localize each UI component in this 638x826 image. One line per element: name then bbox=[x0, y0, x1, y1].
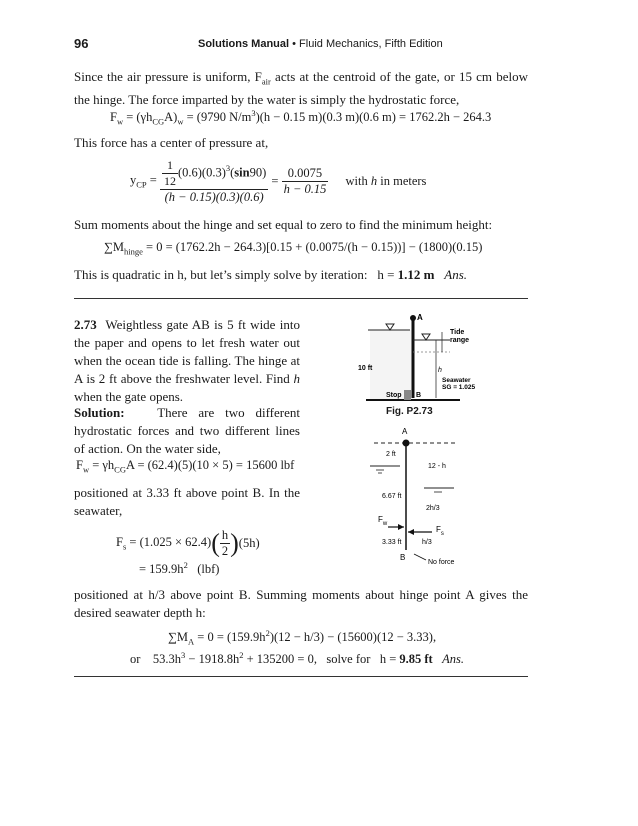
label-h: h bbox=[438, 367, 442, 374]
fw-position-text: positioned at 3.33 ft above point B. In the seawater, bbox=[74, 485, 300, 518]
problem-statement: 2.73 Weightless gate AB is 5 ft wide into the paper and opens to let fresh water out when the ocean tide is falling. The hinge at A is 2 ft above the freshwater level. Find h when the gate opens. bbox=[74, 317, 301, 404]
section-divider-bottom bbox=[74, 676, 528, 677]
cp-intro-text: This force has a center of pressure at, bbox=[74, 135, 269, 150]
fbd-label-2ft: 2 ft bbox=[386, 451, 396, 458]
label-seawater: Seawater bbox=[442, 377, 471, 384]
intro-paragraph: Since the air pressure is uniform, $F_{air}$ acts at the centroid of the gate, or 15 cm below the hinge. The force imparted by the water is simply the hydrostatic force, bbox=[74, 69, 528, 107]
equation-fw: $F_w = \gamma h_{CG}A = (62.4)(5)(10 \times 5) = 15600$ lbf bbox=[76, 458, 295, 475]
figure-caption: Fig. P2.73 bbox=[386, 406, 433, 417]
label-sg: SG = 1.025 bbox=[442, 384, 476, 391]
label-tide: Tide bbox=[450, 329, 465, 336]
fbd-label-333: 3.33 ft bbox=[382, 539, 402, 546]
fbd-label-12h: 12 - h bbox=[428, 463, 446, 470]
fbd-label-b: B bbox=[400, 553, 406, 562]
equation-fs: $F_s = (1.025 \times 62.4)$( $\frac{h}{2}$ )(5h) bbox=[116, 528, 260, 558]
fbd-label-a: A bbox=[402, 427, 408, 436]
label-10ft: 10 ft bbox=[358, 365, 373, 372]
fbd-label-h3: h/3 bbox=[422, 539, 432, 546]
page-number: 96 bbox=[74, 36, 89, 51]
label-stop: Stop bbox=[386, 392, 402, 399]
equation-center-of-pressure: $y_{CP}$ = $\frac{1}{12}$ $(0.6)(0.3)^3(\sin 90)$ (h − 0.15)(0.3)(0.6) = $\frac{0.0075}{h - 0.15}$ with h in meters bbox=[130, 158, 427, 204]
label-a: A bbox=[417, 313, 423, 322]
section-divider bbox=[74, 298, 528, 299]
fbd-label-667: 6.67 ft bbox=[382, 493, 402, 500]
label-b: B bbox=[416, 392, 422, 399]
equation-fs-result: = $159.9h^2$ (lbf) bbox=[139, 560, 220, 577]
gate-figure bbox=[350, 312, 530, 412]
fbd-label-fw: $F_w$ bbox=[378, 515, 388, 527]
equation-force-water: $F_w = (\gamma h_{CG}A)_w = (9790$ $N/m^3)(h - 0.15$ m)(0.3 m)(0.6 m) = 1762.2h − 264.3 bbox=[110, 108, 492, 127]
hinge-a bbox=[410, 315, 416, 321]
equation-hinge-moments: $\sum M_{hinge} = 0 = (1762.2h - 264.3)[0.15 + (0.0075/(h - 0.15))] - (1800)(0.15)$ bbox=[104, 240, 483, 257]
fbd-label-fs: $F_s$ bbox=[436, 525, 444, 537]
running-title: Solutions Manual • Fluid Mechanics, Fifth Edition bbox=[198, 38, 443, 50]
moments-text: Sum moments about the hinge and set equal to zero to find the minimum height: bbox=[74, 217, 493, 232]
fbd-hinge bbox=[403, 440, 410, 447]
fs-position-text: positioned at h/3 above point B. Summing moments about hinge point A gives the desired seawater depth h: bbox=[74, 587, 528, 620]
free-body-diagram bbox=[350, 424, 530, 574]
fbd-label-noforce: No force bbox=[428, 559, 455, 566]
seawater-level-icon bbox=[422, 334, 430, 340]
freshwater-region bbox=[370, 330, 412, 400]
equation-cubic: or $53.3h^3 - 1918.8h^2 + 135200 = 0$, solve for h = 9.85 ft Ans. bbox=[130, 650, 464, 667]
solution-intro: Solution: There are two different hydrostatic forces and two different lines of action. On the water side, bbox=[74, 405, 300, 456]
equation-moments-a: $\sum M_A = 0 = (159.9h^2)(12 - h/3) - (15600)(12 - 3.33)$, bbox=[168, 628, 437, 647]
label-range: range bbox=[450, 337, 470, 344]
iteration-text: This is quadratic in h, but let’s simply solve by iteration: h = 1.12 m Ans. bbox=[74, 267, 467, 282]
stop-block bbox=[404, 390, 411, 400]
freshwater-level-icon bbox=[386, 324, 394, 330]
fbd-label-2h3: 2h/3 bbox=[426, 505, 440, 512]
